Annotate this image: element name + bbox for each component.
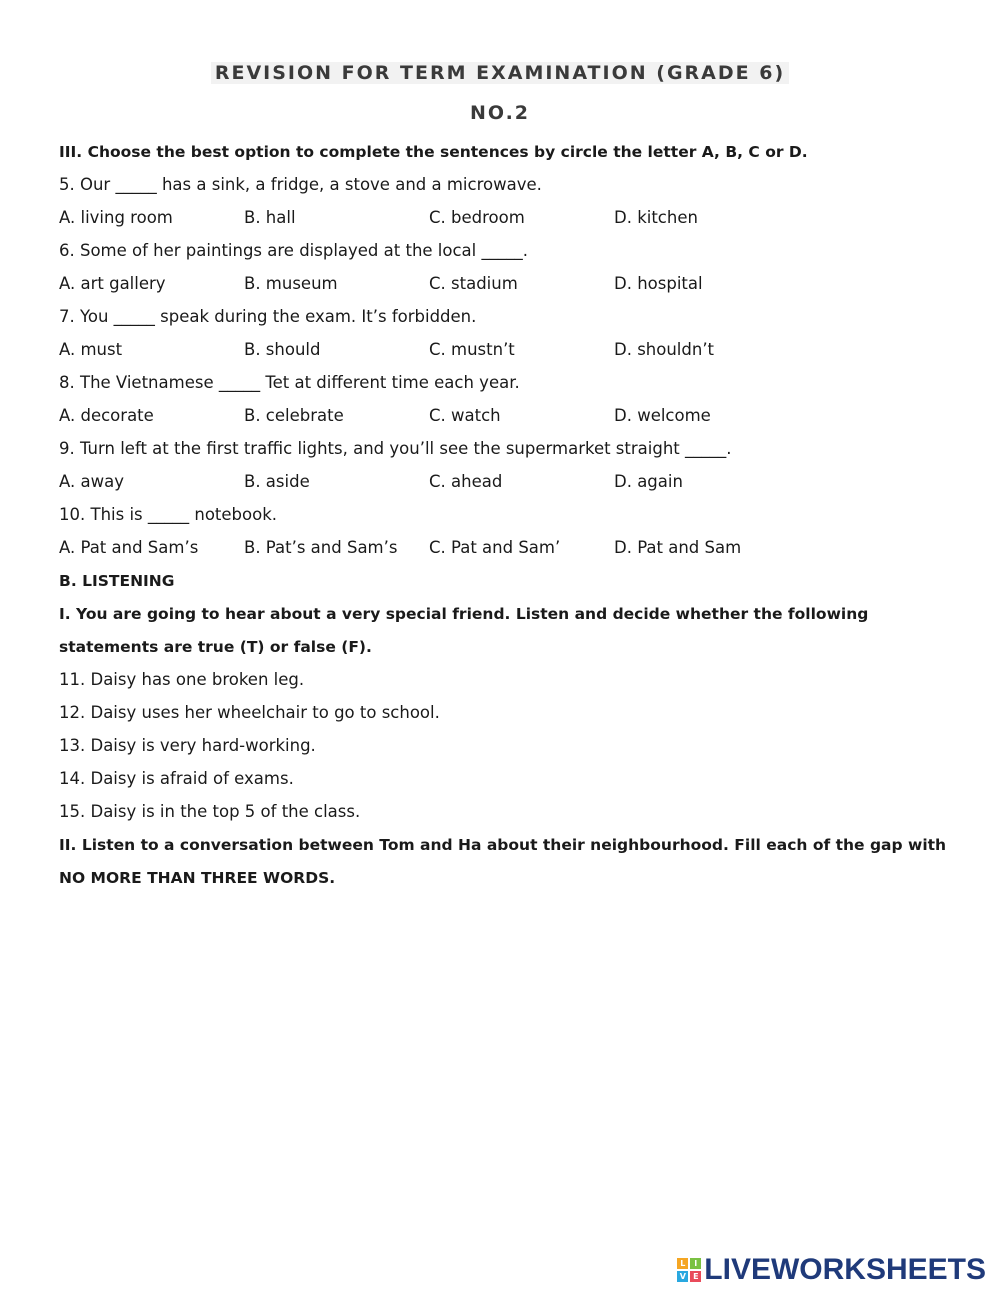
option-b: B. aside [244,472,310,491]
worksheet-content [59,138,959,897]
listening-part1-instruction-line1: I. You are going to hear about a very special friend. Listen and decide whether the following [59,605,869,623]
option-d: D. shouldn’t [614,340,715,359]
listening-part1-instruction-line2: statements are true (T) or false (F). [59,638,372,656]
question-6-options [59,270,959,303]
option-d: D. Pat and Sam [614,538,742,557]
question-5: 5. Our _____ has a sink, a fridge, a stove and a microwave. [59,175,542,194]
page-subtitle: NO.2 [469,102,531,124]
statement-11: 11. Daisy has one broken leg. [59,670,305,689]
statement-13: 13. Daisy is very hard-working. [59,736,316,755]
section-iii-instruction: III. Choose the best option to complete the sentences by circle the letter A, B, C or D. [59,143,808,161]
option-c: C. mustn’t [429,340,515,359]
logo-block-e: E [690,1271,701,1282]
option-a: A. decorate [59,406,154,425]
statement-12: 12. Daisy uses her wheelchair to go to school. [59,703,440,722]
option-a: A. Pat and Sam’s [59,538,199,557]
statement-14: 14. Daisy is afraid of exams. [59,769,294,788]
logo-text: LIVEWORKSHEETS [704,1253,986,1286]
question-8: 8. The Vietnamese _____ Tet at different time each year. [59,373,520,392]
question-9: 9. Turn left at the first traffic lights, and you’ll see the supermarket straight _____. [59,439,732,458]
option-b: B. celebrate [244,406,344,425]
question-8-options [59,402,959,435]
listening-part2-instruction-line1: II. Listen to a conversation between Tom and Ha about their neighbourhood. Fill each of the gap with [59,836,947,854]
option-c: C. watch [429,406,501,425]
logo-blocks-icon [677,1258,701,1282]
option-c: C. bedroom [429,208,525,227]
question-5-options [59,204,959,237]
listening-part2-instruction-line2: NO MORE THAN THREE WORDS. [59,869,336,887]
option-d: D. kitchen [614,208,698,227]
question-7-options [59,336,959,369]
option-d: D. hospital [614,274,703,293]
option-b: B. Pat’s and Sam’s [244,538,398,557]
option-a: A. living room [59,208,173,227]
question-10: 10. This is _____ notebook. [59,505,278,524]
option-b: B. hall [244,208,296,227]
liveworksheets-logo[interactable] [677,1253,986,1287]
option-b: B. museum [244,274,338,293]
logo-block-v: V [677,1271,688,1282]
logo-block-l: L [677,1258,688,1269]
option-c: C. ahead [429,472,503,491]
option-a: A. away [59,472,124,491]
page-title [0,60,1000,86]
question-10-options [59,534,959,567]
logo-block-i: I [690,1258,701,1269]
option-a: A. art gallery [59,274,166,293]
question-6: 6. Some of her paintings are displayed at the local _____. [59,241,528,260]
page-title-text: REVISION FOR TERM EXAMINATION (GRADE 6) [211,62,789,84]
question-7: 7. You _____ speak during the exam. It’s forbidden. [59,307,477,326]
option-d: D. welcome [614,406,711,425]
question-9-options [59,468,959,501]
statement-15: 15. Daisy is in the top 5 of the class. [59,802,361,821]
option-d: D. again [614,472,683,491]
listening-heading: B. LISTENING [59,572,175,590]
option-c: C. stadium [429,274,518,293]
option-a: A. must [59,340,123,359]
option-b: B. should [244,340,321,359]
option-c: C. Pat and Sam’ [429,538,561,557]
